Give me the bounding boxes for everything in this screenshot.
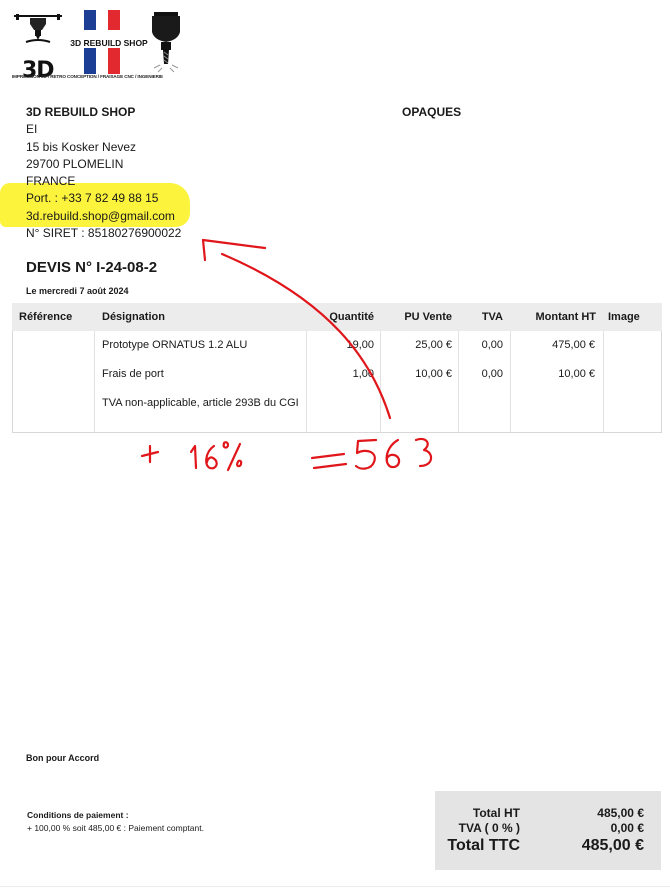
col-amount: Montant HT <box>535 311 596 323</box>
col-vat: TVA <box>481 311 503 323</box>
col-designation: Désignation <box>102 311 165 323</box>
cell-vat: 0,00 <box>481 339 503 351</box>
quote-title: DEVIS N° I-24-08-2 <box>26 259 158 276</box>
cnc-mill-icon <box>146 12 186 74</box>
seller-address <box>26 104 181 242</box>
col-quantity: Quantité <box>329 311 374 323</box>
column-divider <box>458 331 459 432</box>
annotation-digit-6 <box>387 440 399 467</box>
3d-printer-icon <box>12 12 64 60</box>
total-ttc-label: Total TTC <box>447 837 520 854</box>
payment-conditions-text: + 100,00 % soit 485,00 € : Paiement comptant. <box>27 822 204 833</box>
annotation-digit-6 <box>206 446 216 468</box>
annotation-plus-sign <box>142 446 158 462</box>
col-unit-price: PU Vente <box>404 311 452 323</box>
cell-amount: 10,00 € <box>558 368 595 380</box>
cell-quantity: 1,00 <box>352 368 374 380</box>
annotation-digit-5 <box>356 440 376 469</box>
col-reference: Référence <box>19 311 73 323</box>
column-divider <box>306 331 307 432</box>
logo-title: 3D REBUILD SHOP <box>70 38 148 48</box>
annotation-percent-sign <box>224 442 242 470</box>
annotation-digit-1 <box>191 446 196 468</box>
column-divider <box>94 331 95 432</box>
quote-date: Le mercredi 7 août 2024 <box>26 286 129 296</box>
cell-designation: TVA non-applicable, article 293B du CGI <box>102 397 299 409</box>
column-divider <box>603 331 604 432</box>
approval-label: Bon pour Accord <box>26 753 100 763</box>
column-divider <box>380 331 381 432</box>
total-ht-value: 485,00 € <box>597 806 644 820</box>
seller-email: 3d.rebuild.shop@gmail.com <box>26 208 175 223</box>
payment-conditions-title: Conditions de paiement : <box>27 810 129 820</box>
cell-designation: Prototype ORNATUS 1.2 ALU <box>102 339 248 351</box>
annotation-arrowhead <box>203 240 265 260</box>
total-ttc-value: 485,00 € <box>581 837 644 854</box>
seller-name: 3D REBUILD SHOP <box>26 105 136 119</box>
table-header <box>12 303 662 331</box>
col-image: Image <box>608 311 640 323</box>
total-ht-label: Total HT <box>472 806 520 820</box>
totals-box <box>435 791 661 870</box>
total-tva-value: 0,00 € <box>610 821 644 835</box>
cell-unit-price: 10,00 € <box>415 368 452 380</box>
seller-legal-form: EI <box>26 122 38 137</box>
annotation-equals-sign <box>312 454 346 468</box>
page-bottom-divider <box>0 886 670 887</box>
seller-street: 15 bis Kosker Nevez <box>26 139 137 154</box>
cell-amount: 475,00 € <box>552 339 595 351</box>
logo-3d-mark: 3D <box>22 58 54 83</box>
payment-conditions <box>27 809 207 834</box>
seller-country: FRANCE <box>26 174 76 189</box>
seller-city: 29700 PLOMELIN <box>26 156 124 171</box>
logo-tagline: IMPRESSION 3D / RETRO CONCEPTION / FRAISAGE CNC / INGENIERIE <box>12 74 163 79</box>
seller-phone: Port. : +33 7 82 49 88 15 <box>26 191 159 206</box>
annotation-digit-3 <box>416 439 431 466</box>
cell-vat: 0,00 <box>481 368 503 380</box>
client-name: OPAQUES <box>402 105 462 119</box>
total-tva-label: TVA ( 0 % ) <box>458 821 520 835</box>
cell-unit-price: 25,00 € <box>415 339 452 351</box>
table-body <box>12 331 662 433</box>
cell-quantity: 19,00 <box>346 339 374 351</box>
company-logo <box>10 10 188 82</box>
seller-siret: N° SIRET : 85180276900022 <box>26 226 182 241</box>
column-divider <box>510 331 511 432</box>
cell-designation: Frais de port <box>102 368 164 380</box>
